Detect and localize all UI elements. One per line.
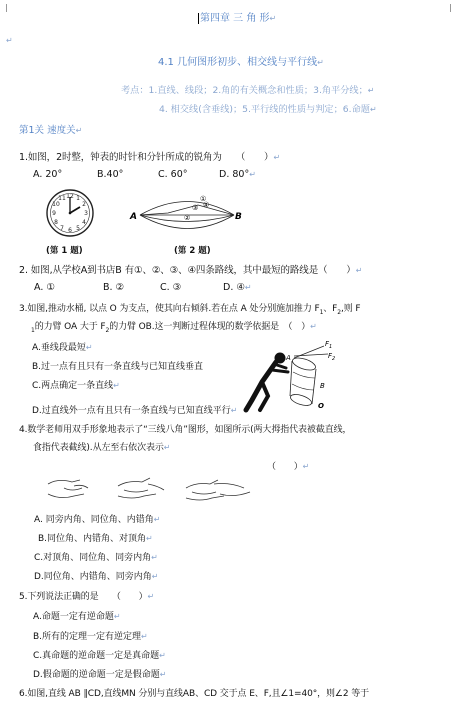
svg-text:6: 6 (68, 227, 72, 234)
svg-text:7: 7 (60, 225, 64, 232)
question-4-option-d: D.同位角、内错角、同旁内角 (34, 572, 152, 582)
fig3-label-o: O (318, 402, 324, 410)
question-3-option-c: C.两点确定一条直线 (32, 381, 114, 391)
route-figure (128, 190, 244, 240)
svg-text:8: 8 (54, 219, 58, 226)
question-4-line-2: 食指代表截线).从左至右依次表示 (33, 443, 164, 453)
question-4-bracket: （ ） (267, 462, 303, 472)
question-3-option-a: A.垂线段最短 (32, 343, 86, 353)
question-1-option-a: A. 20° (33, 169, 63, 180)
route-2-label: ② (184, 214, 191, 222)
hands-gesture-figure (44, 474, 254, 504)
kaodian-line-2: 4. 相交线(含垂线)；5.平行线的性质与判定；6.命题↵ (159, 104, 377, 115)
question-5-option-b: B.所有的定理一定有逆定理 (33, 632, 142, 642)
question-2-stem: 2. 如图,从学校A到书店B 有①、②、③、④四条路线，其中最短的路线是（ ）↵ (19, 265, 363, 276)
svg-text:10: 10 (52, 201, 60, 208)
question-4-line-1: 4.数学老师用双手形象地表示了“三线八角”图形，如图所示(两大拇指代表被截直线， (19, 425, 352, 435)
question-1-option-c: C. 60° (158, 169, 188, 180)
lesson-heading: 第1关 速度关↵ (19, 125, 83, 136)
question-2-option-a: A. ① (34, 282, 55, 293)
svg-text:11: 11 (58, 195, 66, 202)
fig3-label-f2: $F_2$ (328, 352, 336, 362)
question-5-option-c: C.真命题的逆命题一定是真命题 (33, 651, 160, 661)
question-1-option-b: B.40° (97, 169, 124, 180)
bucket-push-figure (238, 338, 338, 418)
chapter-title: 第四章 三 角 形 (200, 13, 270, 24)
point-a-label: A (130, 212, 137, 222)
question-5-stem: 5.下列说法正确的是 （ ） (19, 592, 148, 602)
svg-text:5: 5 (76, 225, 80, 232)
question-3-line-1: 3.如图,推动水桶, 以点 O 为支点，使其向右倾斜.若在点 A 处分别施加推力 $F_1$、$F_2$,则 F (19, 304, 361, 316)
route-1-label: ① (200, 195, 207, 203)
question-3-option-d: D.过直线外一点有且只有一条直线与已知直线平行 (32, 406, 231, 416)
section-title: 4.1 几何图形初步、相交线与平行线↵ (158, 57, 324, 68)
point-b-label: B (235, 212, 242, 222)
question-2-option-b: B. ② (103, 282, 125, 293)
question-4-option-b: B.同位角、内错角、对顶角 (38, 534, 147, 544)
svg-text:3: 3 (84, 210, 88, 217)
question-5-option-d: D.假命题的逆命题一定是假命题 (33, 670, 160, 680)
route-4-label: ④ (203, 201, 210, 209)
figure-2-caption: (第 2 题) (174, 246, 211, 256)
paragraph-mark: ↵ (6, 36, 13, 45)
question-2-option-c: C. ③ (160, 282, 182, 293)
figure-1-caption: (第 1 题) (46, 246, 83, 256)
clock-figure (42, 188, 102, 240)
svg-text:1: 1 (76, 195, 80, 202)
fig3-label-a: A (286, 354, 291, 362)
svg-text:4: 4 (82, 219, 86, 226)
kaodian-line-1: 考点：1.直线、线段；2.角的有关概念和性质；3.角平分线；↵ (121, 85, 375, 96)
question-4-option-a: A. 同旁内角、同位角、内错角 (34, 515, 154, 525)
fig3-label-b: B (320, 382, 325, 390)
question-3-line-2: $_1$的力臂 OA 大于 $F_2$的力臂 OB.这一判断过程体现的数学依据是 （ ）↵ (31, 322, 317, 334)
question-2-option-d: D. ④ (223, 282, 245, 293)
route-3-label: ③ (192, 204, 199, 212)
question-4-option-c: C.对顶角、同位角、同旁内角 (34, 553, 152, 563)
question-5-option-a: A.命题一定有逆命题 (33, 612, 114, 622)
fig3-label-f1: $F_1$ (325, 340, 333, 350)
question-3-option-b: B.过一点有且只有一条直线与已知直线垂直 (32, 362, 204, 372)
question-1-stem: 1.如图，2时整，钟表的时针和分针所成的锐角为 （ ）↵ (19, 152, 281, 163)
svg-text:12: 12 (66, 193, 74, 200)
question-6-stem: 6.如图,直线 AB ∥CD,直线MN 分别与直线AB、CD 交于点 E、F,且∠1=40°，则∠2 等于 (19, 689, 370, 699)
svg-text:2: 2 (82, 201, 86, 208)
question-1-option-d: D. 80° (219, 169, 250, 180)
svg-text:9: 9 (52, 210, 56, 217)
